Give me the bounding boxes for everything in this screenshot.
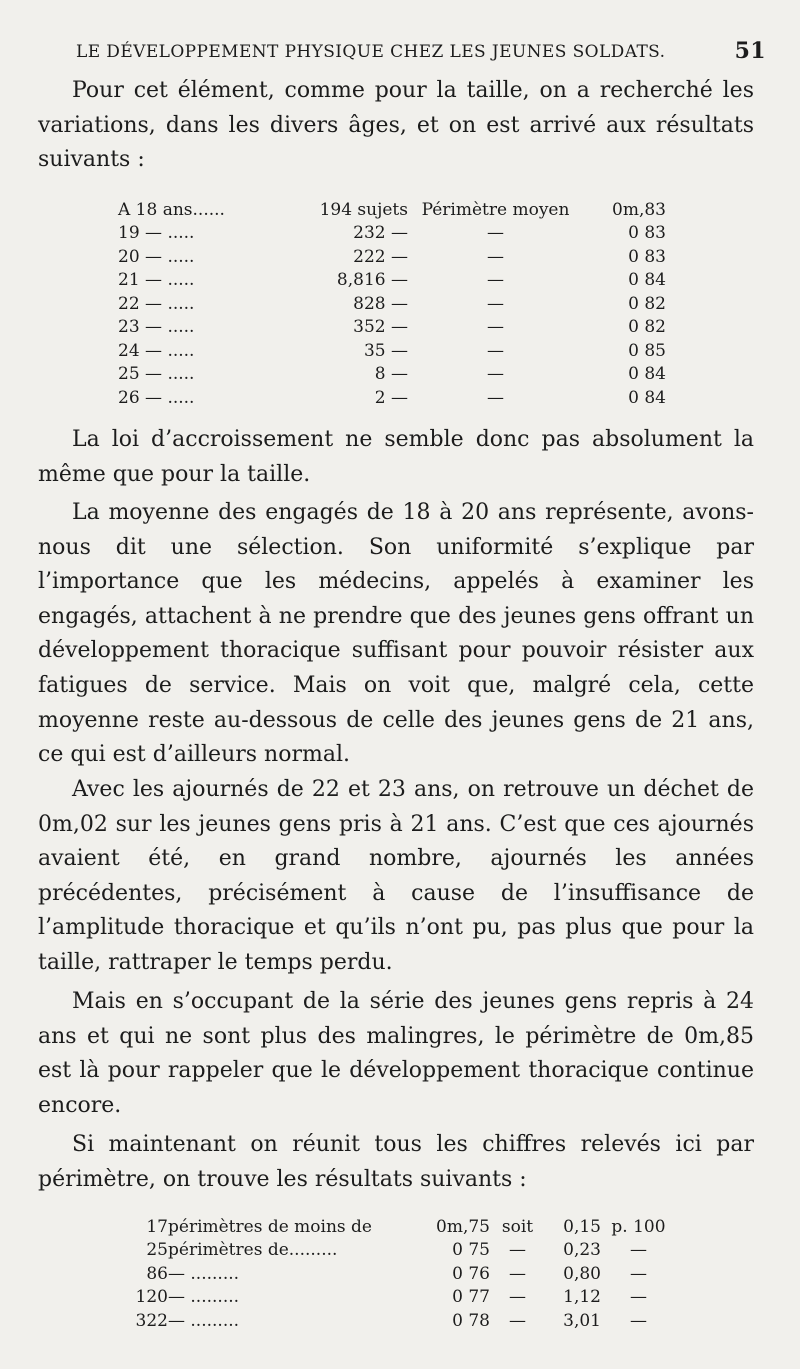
- value-cell: 0 84: [628, 387, 666, 408]
- count-cell: 86: [146, 1263, 168, 1284]
- table-row: [118, 222, 666, 246]
- value-cell: 0m,75: [436, 1216, 490, 1237]
- count-cell: 222 —: [353, 246, 408, 267]
- age-cell: 22 — .....: [118, 293, 195, 314]
- value-cell: 0 82: [628, 317, 666, 338]
- value-cell: 0 84: [628, 270, 666, 291]
- table-row: [118, 316, 666, 340]
- running-head: [76, 38, 766, 66]
- desc-cell: périmètres de moins de: [168, 1216, 372, 1237]
- value-cell: 0 76: [452, 1263, 490, 1284]
- pct-cell: 0,80: [563, 1263, 601, 1284]
- table-row: [128, 1309, 676, 1333]
- pct-cell: 0,23: [563, 1240, 601, 1261]
- soit-cell: —: [509, 1263, 526, 1284]
- pct-cell: 0,15: [563, 1216, 601, 1237]
- count-cell: 120: [135, 1287, 168, 1308]
- age-cell: A 18 ans......: [118, 199, 225, 220]
- table-row: [118, 198, 666, 222]
- count-cell: 25: [146, 1240, 168, 1261]
- label-cell: —: [487, 387, 504, 408]
- table-row: [118, 245, 666, 269]
- table-row: [128, 1262, 676, 1286]
- age-cell: 25 — .....: [118, 364, 195, 385]
- count-cell: 8 —: [374, 364, 408, 385]
- table-row: [128, 1239, 676, 1263]
- value-cell: 0 84: [628, 364, 666, 385]
- table-row: [128, 1286, 676, 1310]
- table-row: [118, 386, 666, 410]
- count-cell: 352 —: [353, 317, 408, 338]
- soit-cell: —: [509, 1287, 526, 1308]
- age-cell: 26 — .....: [118, 387, 195, 408]
- paragraph-1: Pour cet élément, comme pour la taille, on a recherché les variations, dans les divers âges, et on est arrivé aux résultats suivants :: [38, 78, 754, 173]
- table-row: [118, 363, 666, 387]
- label-cell: —: [487, 340, 504, 361]
- age-cell: 23 — .....: [118, 317, 195, 338]
- desc-cell: — .........: [168, 1310, 240, 1331]
- pct-cell: 3,01: [563, 1310, 601, 1331]
- paragraph-5: Mais en s’occupant de la série des jeunes gens repris à 24 ans et qui ne sont plus des malingres, le périmètre de 0m,85 est là pour rappeler que le développement thoracique continue encore.: [38, 989, 754, 1118]
- value-cell: 0 77: [452, 1287, 490, 1308]
- count-cell: 35 —: [363, 340, 408, 361]
- value-cell: 0m,83: [612, 199, 666, 220]
- value-cell: 0 85: [628, 340, 666, 361]
- value-cell: 0 83: [628, 246, 666, 267]
- table-row: [118, 292, 666, 316]
- table-row: [118, 339, 666, 363]
- label-cell: —: [487, 364, 504, 385]
- label-cell: Périmètre moyen: [421, 199, 570, 220]
- age-cell: 20 — .....: [118, 246, 195, 267]
- soit-cell: —: [509, 1310, 526, 1331]
- age-cell: 19 — .....: [118, 223, 195, 244]
- count-cell: 828 —: [353, 293, 408, 314]
- label-cell: —: [487, 246, 504, 267]
- desc-cell: — .........: [168, 1263, 240, 1284]
- unit-cell: —: [630, 1263, 647, 1284]
- count-cell: 194 sujets: [319, 199, 408, 220]
- soit-cell: soit: [501, 1216, 534, 1237]
- unit-cell: p. 100: [611, 1216, 666, 1237]
- soit-cell: —: [509, 1240, 526, 1261]
- table-row: [128, 1215, 676, 1239]
- unit-cell: —: [630, 1310, 647, 1331]
- paragraph-2: La loi d’accroissement ne semble donc pas absolument la même que pour la taille.: [38, 427, 754, 487]
- value-cell: 0 75: [452, 1240, 490, 1261]
- label-cell: —: [487, 223, 504, 244]
- age-cell: 24 — .....: [118, 340, 195, 361]
- paragraph-4: Avec les ajournés de 22 et 23 ans, on retrouve un déchet de 0m,02 sur les jeunes gens pris à 21 ans. C’est que ces ajournés avaient été, en grand nombre, ajournés les années précédentes, précisément à cause de l’insuffisance de l’amplitude thoracique et qu’ils n’ont pu, pas plus que pour la taille, rattraper le temps perdu.: [38, 777, 754, 975]
- count-cell: 322: [135, 1310, 168, 1331]
- label-cell: —: [487, 293, 504, 314]
- unit-cell: —: [630, 1240, 647, 1261]
- paragraph-3: La moyenne des engagés de 18 à 20 ans représente, avons-nous dit une sélection. Son uniformité s’explique par l’importance que les médecins, appelés à examiner les engagés, attachent à ne prendre que des jeunes gens offrant un développement thoracique suffisant pour pouvoir résister aux fatigues de service. Mais on voit que, malgré cela, cette moyenne reste au-dessous de celle des jeunes gens de 21 ans, ce qui est d’ailleurs normal.: [38, 500, 754, 768]
- desc-cell: périmètres de.........: [168, 1240, 338, 1261]
- value-cell: 0 78: [452, 1310, 490, 1331]
- table-perimeter-distribution: [128, 1215, 676, 1333]
- paragraph-6: Si maintenant on réunit tous les chiffres relevés ici par périmètre, on trouve les résultats suivants :: [38, 1132, 754, 1192]
- count-cell: 232 —: [353, 223, 408, 244]
- table-row: [118, 269, 666, 293]
- label-cell: —: [487, 317, 504, 338]
- count-cell: 2 —: [374, 387, 408, 408]
- page-number: 51: [734, 38, 766, 64]
- label-cell: —: [487, 270, 504, 291]
- value-cell: 0 82: [628, 293, 666, 314]
- pct-cell: 1,12: [563, 1287, 601, 1308]
- table-perimeter-by-age: [118, 198, 666, 410]
- desc-cell: — .........: [168, 1287, 240, 1308]
- unit-cell: —: [630, 1287, 647, 1308]
- running-title: LE DÉVELOPPEMENT PHYSIQUE CHEZ LES JEUNES SOLDATS.: [76, 42, 666, 62]
- value-cell: 0 83: [628, 223, 666, 244]
- age-cell: 21 — .....: [118, 270, 195, 291]
- count-cell: 17: [146, 1216, 168, 1237]
- count-cell: 8,816 —: [336, 270, 408, 291]
